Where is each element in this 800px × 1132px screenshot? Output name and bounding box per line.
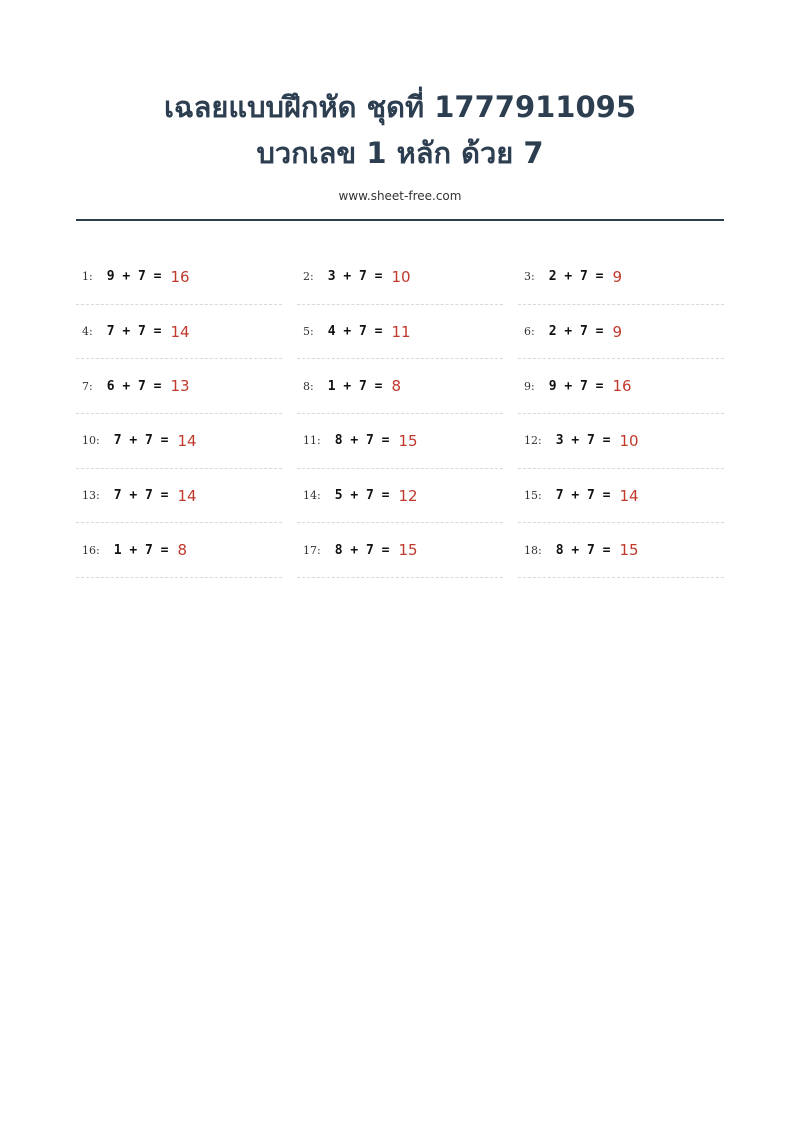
- worksheet-header: [76, 84, 724, 204]
- problem-answer: 9: [612, 267, 623, 286]
- problem-equation: 8 + 7 =: [334, 542, 390, 558]
- problem-equation: 2 + 7 =: [548, 269, 604, 285]
- problem-item: [297, 359, 503, 414]
- problem-equation: 7 + 7 =: [113, 433, 169, 449]
- problem-answer: 15: [398, 431, 418, 450]
- problem-number: 14:: [303, 489, 321, 503]
- problem-answer: 10: [619, 431, 639, 450]
- problem-equation: 6 + 7 =: [106, 378, 162, 394]
- problem-number: 6:: [524, 325, 535, 339]
- problem-item: [76, 469, 282, 524]
- problem-number: 9:: [524, 379, 535, 393]
- problem-equation: 8 + 7 =: [555, 542, 611, 558]
- problem-answer: 8: [391, 377, 402, 396]
- problem-item: [76, 414, 282, 469]
- problem-answer: 13: [170, 377, 190, 396]
- problem-equation: 1 + 7 =: [327, 378, 383, 394]
- problem-equation: 8 + 7 =: [334, 433, 390, 449]
- problem-number: 1:: [82, 270, 93, 284]
- problem-number: 17:: [303, 543, 321, 557]
- problem-number: 10:: [82, 434, 100, 448]
- problem-item: [297, 414, 503, 469]
- problem-number: 2:: [303, 270, 314, 284]
- website-label: www.sheet-free.com: [338, 189, 462, 203]
- problem-equation: 2 + 7 =: [548, 324, 604, 340]
- problem-equation: 7 + 7 =: [113, 488, 169, 504]
- problem-item: [518, 359, 724, 414]
- problem-number: 15:: [524, 489, 542, 503]
- problem-answer: 15: [619, 541, 639, 560]
- problem-answer: 8: [177, 541, 188, 560]
- problem-number: 5:: [303, 325, 314, 339]
- problem-equation: 4 + 7 =: [327, 324, 383, 340]
- problem-item: [76, 523, 282, 578]
- problem-item: [297, 469, 503, 524]
- problem-equation: 3 + 7 =: [555, 433, 611, 449]
- problem-number: 16:: [82, 543, 100, 557]
- problem-equation: 5 + 7 =: [334, 488, 390, 504]
- problem-answer: 9: [612, 322, 623, 341]
- problem-item: [518, 523, 724, 578]
- problem-number: 13:: [82, 489, 100, 503]
- problem-item: [76, 250, 282, 305]
- problem-number: 4:: [82, 325, 93, 339]
- problem-answer: 14: [619, 486, 639, 505]
- problem-answer: 14: [170, 322, 190, 341]
- problem-answer: 10: [391, 267, 411, 286]
- problem-equation: 7 + 7 =: [106, 324, 162, 340]
- problem-equation: 9 + 7 =: [106, 269, 162, 285]
- problem-answer: 16: [612, 377, 632, 396]
- problem-item: [297, 523, 503, 578]
- problem-answer: 11: [391, 322, 411, 341]
- problem-number: 11:: [303, 434, 321, 448]
- problem-grid: [76, 250, 724, 578]
- problem-number: 7:: [82, 379, 93, 393]
- problem-equation: 9 + 7 =: [548, 378, 604, 394]
- problem-item: [76, 359, 282, 414]
- problem-number: 18:: [524, 543, 542, 557]
- problem-item: [297, 250, 503, 305]
- problem-item: [518, 305, 724, 360]
- problem-answer: 14: [177, 486, 197, 505]
- problem-answer: 12: [398, 486, 418, 505]
- header-divider: [76, 219, 724, 221]
- problem-item: [297, 305, 503, 360]
- problem-equation: 7 + 7 =: [555, 488, 611, 504]
- problem-equation: 1 + 7 =: [113, 542, 169, 558]
- problem-item: [518, 469, 724, 524]
- problem-number: 3:: [524, 270, 535, 284]
- problem-item: [518, 250, 724, 305]
- problem-number: 8:: [303, 379, 314, 393]
- problem-equation: 3 + 7 =: [327, 269, 383, 285]
- problem-answer: 16: [170, 267, 190, 286]
- page-title: เฉลยแบบฝึกหัด ชุดที่ 1777911095: [163, 90, 637, 124]
- problem-answer: 14: [177, 431, 197, 450]
- problem-answer: 15: [398, 541, 418, 560]
- problem-item: [518, 414, 724, 469]
- problem-number: 12:: [524, 434, 542, 448]
- page-subtitle: บวกเลข 1 หลัก ด้วย 7: [256, 136, 544, 170]
- problem-item: [76, 305, 282, 360]
